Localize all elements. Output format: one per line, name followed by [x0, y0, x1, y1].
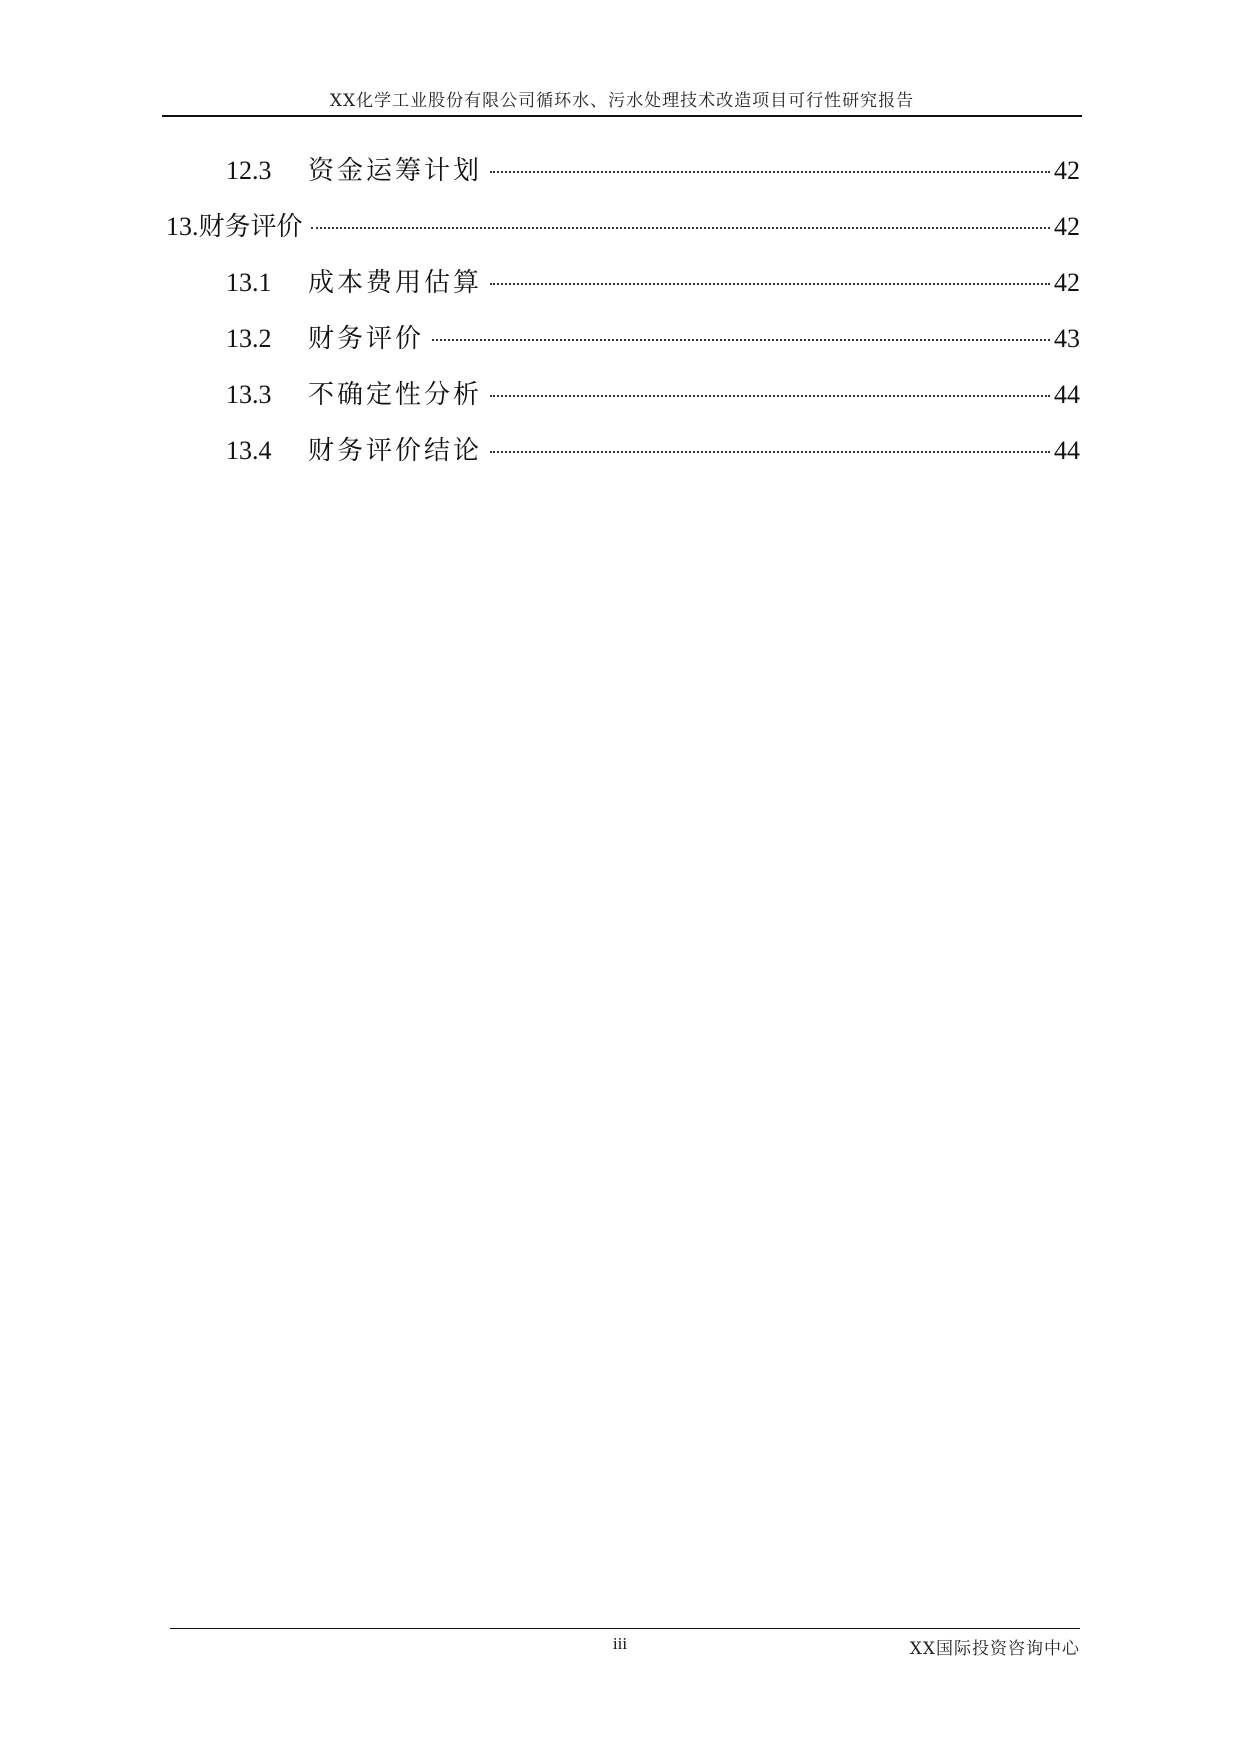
toc-entry-page: 42	[1054, 212, 1080, 241]
toc-entry-13-4[interactable]	[226, 430, 1080, 470]
toc-dot-leader	[490, 451, 1050, 453]
toc-entry-number: 12.3	[226, 156, 272, 185]
toc-entry-title: 成本费用估算	[308, 268, 483, 298]
footer-page-number: iii	[612, 1634, 628, 1653]
toc-entry-page: 44	[1054, 436, 1080, 465]
toc-entry-page: 42	[1054, 156, 1080, 185]
toc-entry-number: 13.1	[226, 268, 272, 297]
toc-dot-leader	[490, 395, 1050, 397]
footer-divider	[170, 1628, 1080, 1629]
toc-entry-number: 13.4	[226, 436, 272, 465]
toc-entry-13-1[interactable]	[226, 262, 1080, 302]
toc-entry-title: 资金运筹计划	[308, 156, 483, 186]
toc-entry-number: 13.	[166, 212, 199, 241]
toc-entry-number: 13.2	[226, 324, 272, 353]
toc-dot-leader	[490, 283, 1050, 285]
toc-entry-number: 13.3	[226, 380, 272, 409]
toc-entry-13-2[interactable]	[226, 318, 1080, 358]
toc-entry-12-3[interactable]	[226, 150, 1080, 190]
toc-entry-page: 44	[1054, 380, 1080, 409]
toc-entry-title: 不确定性分析	[308, 380, 483, 410]
toc-dot-leader	[311, 227, 1050, 229]
footer-organization: XX国际投资咨询中心	[909, 1639, 1080, 1659]
toc-entry-title: 财务评价	[308, 324, 425, 354]
toc-entry-title: 财务评价结论	[308, 436, 483, 466]
toc-dot-leader	[432, 339, 1050, 341]
running-header: XX化学工业股份有限公司循环水、污水处理技术改造项目可行性研究报告	[329, 91, 915, 111]
toc-dot-leader	[490, 171, 1050, 173]
header-divider	[162, 115, 1082, 117]
toc-entry-title: 财务评价	[198, 212, 303, 242]
toc-entry-13[interactable]	[166, 206, 1080, 246]
toc-entry-13-3[interactable]	[226, 374, 1080, 414]
toc-entry-page: 43	[1054, 324, 1080, 353]
toc-entry-page: 42	[1054, 268, 1080, 297]
